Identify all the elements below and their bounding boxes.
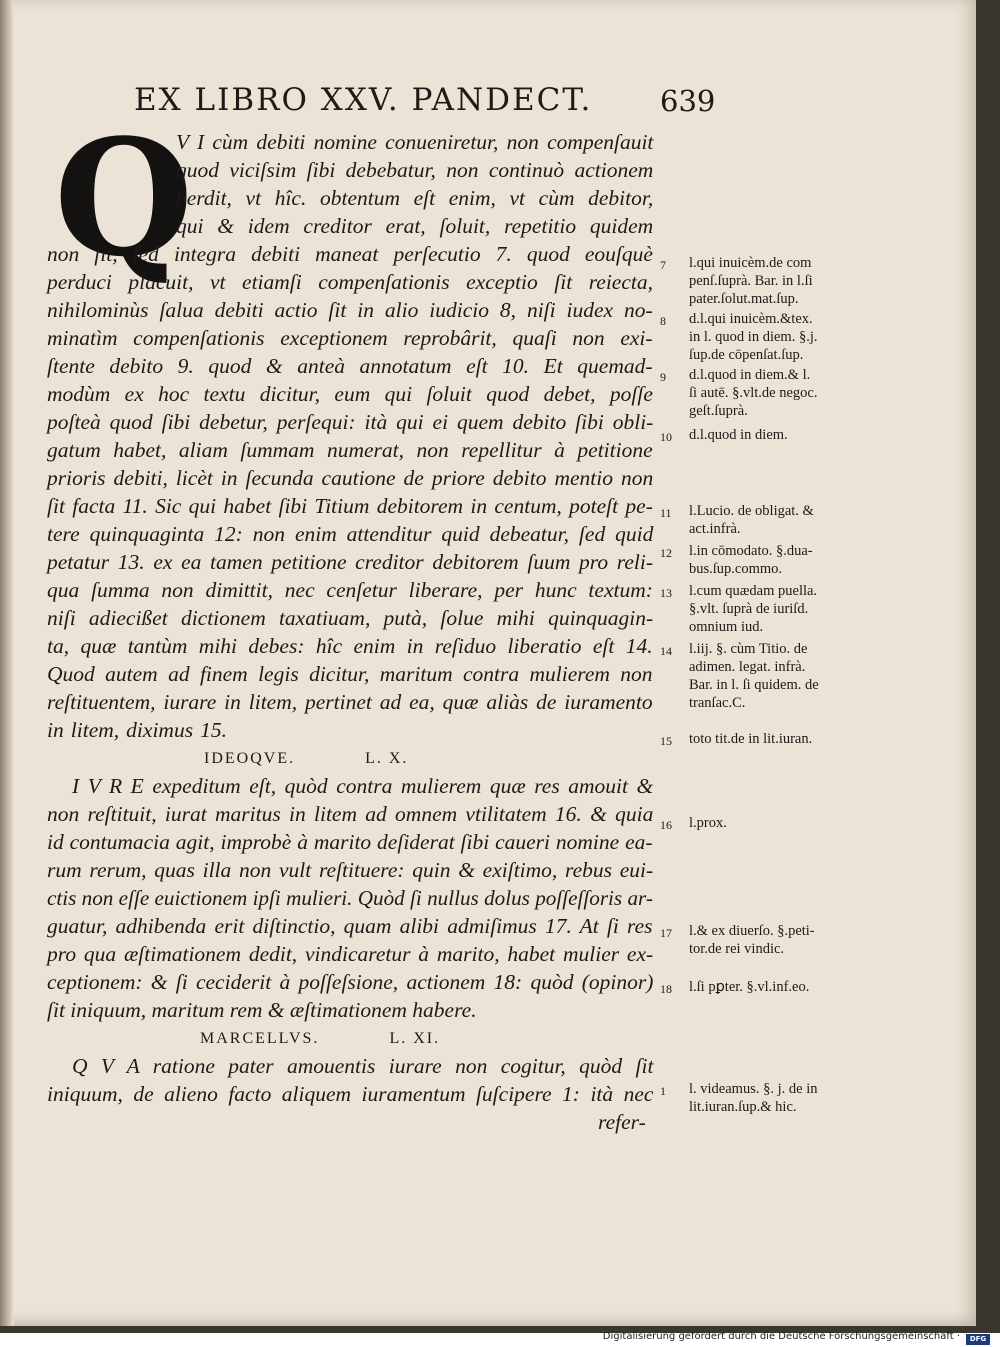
book-spine-shadow xyxy=(0,0,14,1326)
text-line: rum rerum, quas illa non vult reſtituere: quin & exiſtimo, rebus eui- xyxy=(47,858,654,882)
marginal-note-line: ſup.de cōpenſat.ſup. xyxy=(689,347,804,363)
text-line: ſit facta 11. Sic qui habet ſibi Titium debitorem in centum, poteſt pe- xyxy=(47,494,653,518)
text-line: nihilominùs ſalua debiti actio ſit in alio iudicio 8, niſi iudex no- xyxy=(47,298,653,322)
marginal-note-line: l.ſi pꝑter. §.vl.inf.eo. xyxy=(689,979,810,995)
marginal-note-line: omnium iud. xyxy=(689,619,764,635)
marginal-note-number: 1 xyxy=(660,1084,666,1098)
text-line: niſi adiecißet dictionem taxatiuam, putà, ſolue mihi quinquagin- xyxy=(47,606,654,630)
text-line: ſit iniquum, maritum rem & æſtimationem habere. xyxy=(47,998,477,1022)
marginal-note-line: pater.ſolut.mat.ſup. xyxy=(689,291,799,307)
text-line: minatìm compenſationis exceptionem reprobârit, quaſi non exi- xyxy=(47,326,653,350)
marginal-note-line: d.l.quod in diem. xyxy=(689,427,788,443)
marginal-note-line: d.l.qui inuicèm.&tex. xyxy=(689,311,813,327)
text-line: perduci placuit, vt etiamſi compenſationis exceptio ſit reiecta, xyxy=(47,270,653,294)
text-line: in litem, diximus 15. xyxy=(47,718,227,742)
text-line: ctis non eſſe euictionem ipſi mulieri. Quòd ſi nullus dolus poſſeſſoris ar- xyxy=(47,886,653,910)
text-line: ſtente debito 9. quod & anteà annotatum eſt 10. Et quemad- xyxy=(47,354,653,378)
marginal-note-number: 7 xyxy=(660,258,666,272)
heading-label: MARCELLVS. xyxy=(200,1030,320,1047)
marginal-note-line: in l. quod in diem. §.j. xyxy=(689,329,818,345)
text-line: ta, quæ tantùm mihi debes: hîc enim in reſiduo liberatio eſt 14. xyxy=(47,634,653,658)
marginal-note-line: d.l.quod in diem.& l. xyxy=(689,367,811,383)
marginal-note-line: lit.iuran.ſup.& hic. xyxy=(689,1099,797,1115)
marginal-note-number: 17 xyxy=(660,926,672,940)
marginal-note-line: tor.de rei vindic. xyxy=(689,941,785,957)
text-line: non ſit, ſed integra debiti maneat perſecutio 7. quod eouſquè xyxy=(47,242,653,266)
marginal-note-line: l.Lucio. de obligat. & xyxy=(689,503,814,519)
text-line: qua ſumma non dimittit, nec cenſetur liberare, per hunc textum: xyxy=(47,578,653,602)
marginal-note-line: Bar. in l. ſi quidem. de xyxy=(689,677,819,693)
marginal-note-line: l.qui inuicèm.de com xyxy=(689,255,812,271)
text-line: qui & idem creditor erat, ſoluit, repetitio quidem xyxy=(176,214,654,238)
text-line: pro qua æſtimationem dedit, vindicaretur à marito, habet mulier ex- xyxy=(47,942,654,966)
marginal-note-line: toto tit.de in lit.iuran. xyxy=(689,731,813,747)
text-line: petatur 13. ex ea tamen petitione creditor debitorem ſuum pro reli- xyxy=(47,550,654,574)
marginal-note-line: l.& ex diuerſo. §.peti- xyxy=(689,923,815,939)
marginal-note-line: adimen. legat. infrà. xyxy=(689,659,806,675)
marginal-note-line: geſt.ſuprà. xyxy=(689,403,748,419)
text-line: I V R E expeditum eſt, quòd contra mulierem quæ res amouit & xyxy=(72,774,654,798)
catchword: refer- xyxy=(598,1110,646,1134)
text-line: V I cùm debiti nomine conueniretur, non compenſauit xyxy=(176,130,654,154)
heading-label: IDEOQVE. xyxy=(204,750,296,767)
text-line: poſteà quod ſibi debetur, perſequi: ità qui ei quem debito ſibi obli- xyxy=(47,410,654,434)
marginal-note-number: 14 xyxy=(660,644,672,658)
marginal-note-line: §.vlt. ſuprà de iuriſd. xyxy=(689,601,809,617)
text-line: ceptionem: & ſi ceciderit à poſſeſsione, actionem 18: quòd (opinor) xyxy=(47,970,654,994)
marginal-note-number: 11 xyxy=(660,506,672,520)
marginal-note-line: tranſac.C. xyxy=(689,695,746,711)
text-line: tere quinquaginta 12: non enim attenditur quid debeatur, ſed quid xyxy=(47,522,654,546)
text-line: modùm ex hoc textu dicitur, eum qui ſoluit quod debet, poſſe xyxy=(47,382,653,406)
marginal-note-line: l.cum quædam puella. xyxy=(689,583,818,599)
marginal-note-number: 10 xyxy=(660,430,672,444)
text-line: gatum habet, aliam ſummam numerat, non repellitur à petitione xyxy=(47,438,653,462)
marginal-note-number: 15 xyxy=(660,734,672,748)
text-line: prioris debiti, licèt in ſecunda cautione de priore debito mentio non xyxy=(47,466,654,490)
marginal-note-number: 12 xyxy=(660,546,672,560)
text-line: iniquum, de alieno facto aliquem iuramentum ſuſcipere 1: ità nec xyxy=(47,1082,654,1106)
text-line: Q V A ratione pater amouentis iurare non cogitur, quòd ſit xyxy=(72,1054,654,1078)
text-line: Quod autem ad finem legis dicitur, maritum contra mulierem non xyxy=(47,662,653,686)
marginal-note-line: l. videamus. §. j. de in xyxy=(689,1081,818,1097)
marginal-note-number: 16 xyxy=(660,818,672,832)
drop-cap-initial: Q xyxy=(54,104,194,292)
heading-lex-number: L. X. xyxy=(365,750,409,767)
text-line: guatur, adhibenda erit diſtinctio, quam alibi admiſimus 17. At ſi res xyxy=(47,914,653,938)
marginal-note-number: 9 xyxy=(660,370,666,384)
text-line: reſtituentem, iurare in litem, pertinet ad ea, quæ aliàs de iuramento xyxy=(47,690,653,714)
text-line: non reſtituit, iurat maritus in litem ad omnem vtilitatem 16. & quia xyxy=(47,802,654,826)
text-line: quod viciſsim ſibi debebatur, non continuò actionem xyxy=(176,158,654,182)
page-number: 639 xyxy=(660,84,716,118)
section-heading-ideoque xyxy=(204,750,408,768)
heading-lex-number: L. XI. xyxy=(389,1030,441,1047)
text-line: id contumacia agit, improbè à marito deſiderat ſibi caueri nomine ea- xyxy=(47,830,653,854)
marginal-note-number: 13 xyxy=(660,586,672,600)
marginal-note-number: 8 xyxy=(660,314,666,328)
marginal-note-line: penſ.ſuprà. Bar. in l.ſi xyxy=(689,273,813,289)
marginal-note-line: l.iij. §. cùm Titio. de xyxy=(689,641,808,657)
marginal-note-line: l.prox. xyxy=(689,815,727,831)
marginal-note-line: act.infrà. xyxy=(689,521,741,537)
marginal-note-line: bus.ſup.commo. xyxy=(689,561,783,577)
text-line: perdit, vt hîc. obtentum eſt enim, vt cùm debitor, xyxy=(176,186,654,210)
marginal-note-number: 18 xyxy=(660,982,672,996)
running-head-title: EX LIBRO XXV. PANDECT. xyxy=(134,82,593,118)
marginal-note-line: l.in cōmodato. §.dua- xyxy=(689,543,813,559)
footer-credit-text: Digitalisierung gefördert durch die Deutsche Forschungsgemeinschaft · xyxy=(602,1331,960,1342)
dfg-logo: DFG xyxy=(966,1334,990,1345)
section-heading-marcellus xyxy=(200,1030,440,1048)
marginal-note-line: ſi autē. §.vlt.de negoc. xyxy=(689,385,818,401)
